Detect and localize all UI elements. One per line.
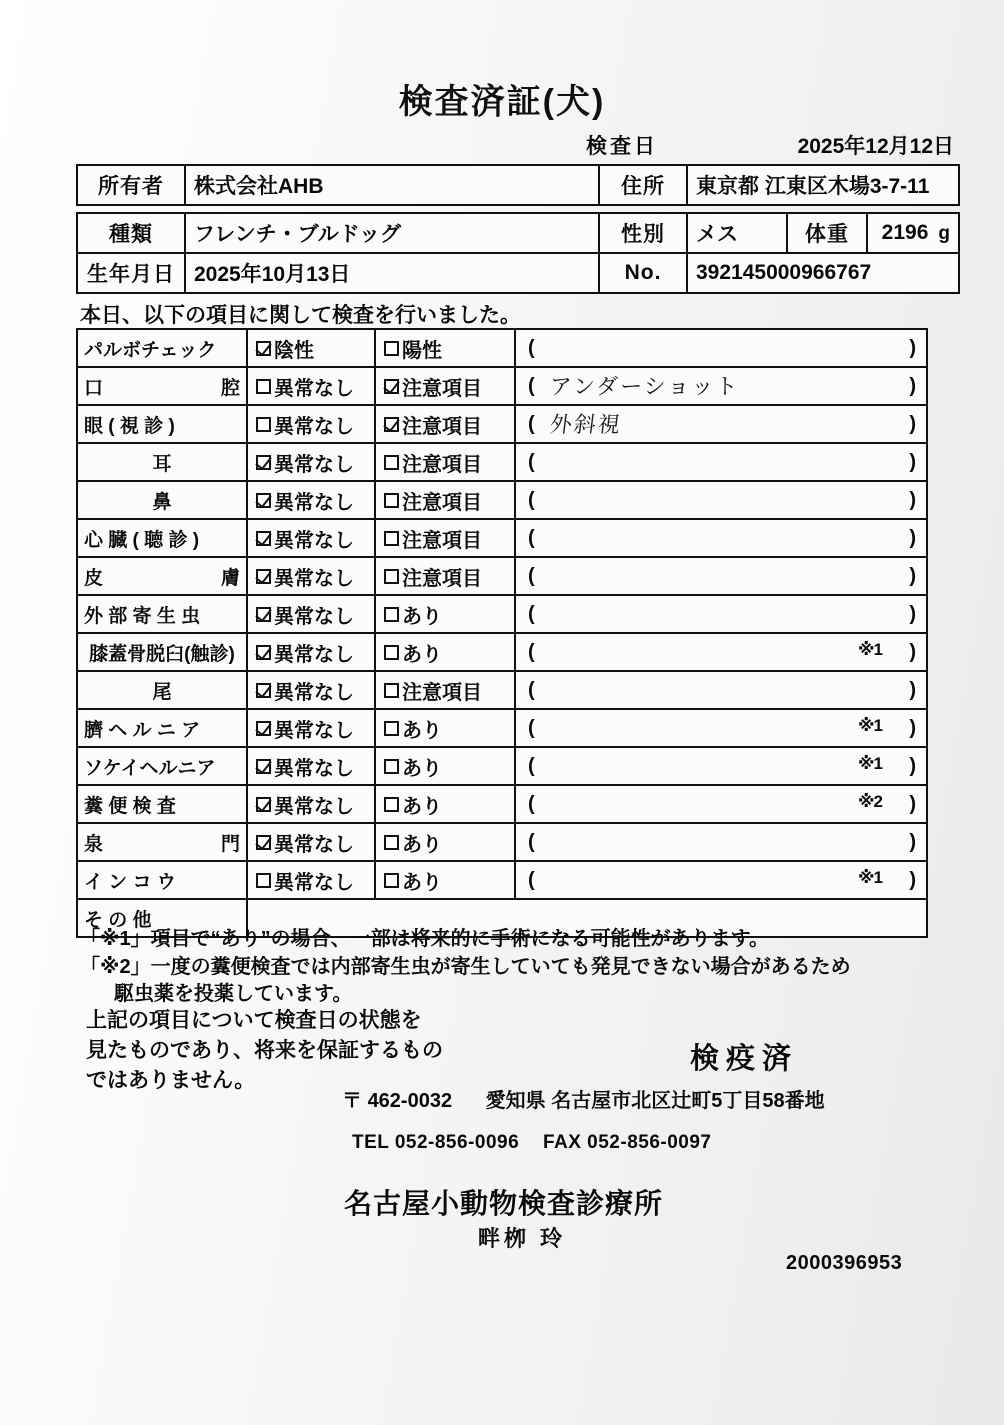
checklist-option-label: 異常なし [274, 415, 354, 438]
checklist-option-label: 注意項目 [402, 491, 482, 514]
page-title: 検査済証(犬) [398, 83, 606, 121]
checklist-option-2[interactable] [375, 671, 515, 709]
footnotes [80, 926, 851, 1009]
clinic-address-text: 愛知県 名古屋市北区辻町5丁目58番地 [485, 1090, 825, 1112]
checklist-option-1[interactable] [247, 519, 375, 557]
checkbox-checked-icon[interactable] [256, 683, 271, 698]
paren-open: ( [528, 336, 535, 359]
checklist-option-1[interactable] [247, 861, 375, 899]
checklist-note-field[interactable] [515, 481, 927, 519]
checklist-row [77, 367, 927, 405]
birthdate-value: 2025年10月13日 [185, 253, 599, 293]
checklist-row [77, 405, 927, 443]
paren-close: ) [909, 564, 916, 587]
paren-open: ( [528, 868, 535, 891]
checkbox-checked-icon[interactable] [256, 569, 271, 584]
checklist-option-label: 注意項目 [402, 453, 482, 476]
owner-table [76, 164, 960, 206]
checklist-item-label: 泉 門 [77, 823, 247, 861]
handwritten-note: 外斜視 [548, 412, 624, 438]
checklist-option-label: 注意項目 [402, 681, 482, 704]
microchip-no-value: 392145000966767 [687, 253, 959, 293]
disclaimer-line-3: ではありません。 [86, 1068, 256, 1092]
inspection-checklist [76, 328, 928, 938]
checklist-row [77, 481, 927, 519]
checkbox-icon[interactable] [256, 417, 271, 432]
checklist-row [77, 595, 927, 633]
checkbox-icon[interactable] [384, 683, 399, 698]
checklist-item-label: 膝蓋骨脱臼(触診) [77, 633, 247, 671]
checklist-option-2[interactable] [375, 785, 515, 823]
checklist-option-1[interactable] [247, 785, 375, 823]
checklist-row [77, 519, 927, 557]
checklist-option-label: 注意項目 [402, 567, 482, 590]
checklist-item-label: ソケイヘルニア [77, 747, 247, 785]
checklist-option-label: 異常なし [274, 453, 354, 476]
footnote-marker: ※1 [858, 868, 882, 887]
paren-close: ) [909, 830, 916, 853]
checklist-row [77, 329, 927, 367]
checklist-item-label: イ ン コ ウ [77, 861, 247, 899]
checklist-option-1[interactable] [247, 329, 375, 367]
checklist-option-1[interactable] [247, 481, 375, 519]
footnote-marker: ※1 [858, 754, 882, 773]
checklist-option-2[interactable] [375, 861, 515, 899]
checklist-option-1[interactable] [247, 405, 375, 443]
checklist-option-label: あり [402, 605, 442, 628]
checklist-option-label: 異常なし [274, 377, 354, 400]
table-row [77, 213, 959, 253]
checklist-option-label: あり [402, 871, 442, 894]
checklist-item-label: 口 腔 [77, 367, 247, 405]
paren-close: ) [909, 450, 916, 473]
zip-code: 462-0032 [367, 1090, 453, 1112]
checkbox-icon[interactable] [384, 835, 399, 850]
paren-open: ( [528, 792, 535, 815]
handwritten-note: アンダーショット [550, 374, 740, 400]
checklist-option-2[interactable] [375, 595, 515, 633]
checklist-row [77, 709, 927, 747]
checklist-option-label: 異常なし [274, 567, 354, 590]
owner-value: 株式会社AHB [185, 165, 599, 205]
checklist-row [77, 633, 927, 671]
checklist-note-field[interactable] [515, 671, 927, 709]
paren-open: ( [528, 564, 535, 587]
quarantine-stamp: 検疫済 [690, 1043, 799, 1075]
clinic-person-name: 畔栁 玲 [478, 1226, 567, 1251]
checkbox-icon[interactable] [384, 797, 399, 812]
checklist-item-label: 皮 膚 [77, 557, 247, 595]
paren-close: ) [909, 792, 916, 815]
birthdate-label: 生年月日 [77, 253, 185, 293]
checklist-option-1[interactable] [247, 671, 375, 709]
checklist-option-1[interactable] [247, 557, 375, 595]
paren-close: ) [909, 754, 916, 777]
checkbox-icon[interactable] [384, 721, 399, 736]
table-row [77, 165, 959, 205]
checklist-row [77, 443, 927, 481]
paren-open: ( [528, 678, 535, 701]
paren-close: ) [909, 678, 916, 701]
paren-close: ) [909, 716, 916, 739]
checklist-option-2[interactable] [375, 481, 515, 519]
table-row [77, 253, 959, 293]
checklist-item-label: 眼 ( 視 診 ) [77, 405, 247, 443]
checklist-option-2[interactable] [375, 519, 515, 557]
breed-label: 種類 [77, 213, 185, 253]
checklist-option-label: あり [402, 833, 442, 856]
checklist-note-field[interactable] [515, 557, 927, 595]
checklist-option-1[interactable] [247, 633, 375, 671]
checklist-option-2[interactable] [375, 329, 515, 367]
checklist-option-label: 異常なし [274, 871, 354, 894]
paren-close: ) [909, 602, 916, 625]
paren-open: ( [528, 488, 535, 511]
checklist-note-field[interactable] [515, 823, 927, 861]
paren-close: ) [909, 374, 916, 397]
checkbox-icon[interactable] [384, 607, 399, 622]
footnote-2-line1: 「※2」一度の糞便検査では内部寄生虫が寄生していても発見できない場合があるため [80, 955, 851, 978]
checkbox-checked-icon[interactable] [256, 721, 271, 736]
disclaimer [86, 1006, 443, 1095]
checkbox-icon[interactable] [384, 759, 399, 774]
checklist-option-label: 異常なし [274, 757, 354, 780]
checkbox-icon[interactable] [384, 493, 399, 508]
checklist-note-field[interactable] [515, 519, 927, 557]
checklist-option-1[interactable] [247, 823, 375, 861]
checklist-row [77, 823, 927, 861]
checkbox-checked-icon[interactable] [256, 455, 271, 470]
checkbox-checked-icon[interactable] [256, 607, 271, 622]
checklist-option-2[interactable] [375, 709, 515, 747]
footnote-2-line2: 駆虫薬を投薬しています。 [114, 983, 353, 1006]
paren-close: ) [909, 412, 916, 435]
paren-open: ( [528, 602, 535, 625]
zip-symbol: 〒 [342, 1090, 362, 1112]
footnote-marker: ※1 [858, 640, 882, 659]
checklist-option-2[interactable] [375, 633, 515, 671]
checklist-row [77, 671, 927, 709]
weight-value: 2196 [881, 221, 929, 244]
checkbox-icon[interactable] [256, 873, 271, 888]
paren-close: ) [909, 868, 916, 891]
weight-cell [867, 213, 959, 253]
checkbox-icon[interactable] [256, 379, 271, 394]
paren-open: ( [528, 830, 535, 853]
exam-date-label: 検査日 [586, 135, 658, 158]
checkbox-checked-icon[interactable] [256, 531, 271, 546]
checkbox-icon[interactable] [384, 531, 399, 546]
clinic-address [342, 1084, 825, 1113]
checklist-option-label: 異常なし [274, 795, 354, 818]
checklist-option-2[interactable] [375, 557, 515, 595]
paren-close: ) [909, 640, 916, 663]
footnote-marker: ※1 [858, 716, 882, 735]
address-value: 東京都 江東区木場3-7-11 [687, 165, 959, 205]
paren-open: ( [528, 754, 535, 777]
footnote-marker: ※2 [858, 792, 882, 811]
intro-text: 本日、以下の項目に関して検査を行いました。 [80, 304, 521, 327]
checklist-option-label: あり [402, 757, 442, 780]
checklist-option-2[interactable] [375, 747, 515, 785]
weight-unit: g [938, 223, 950, 244]
clinic-tel: TEL 052-856-0096 [352, 1132, 520, 1153]
checklist-option-2[interactable] [375, 405, 515, 443]
checklist-option-label: あり [402, 795, 442, 818]
checkbox-checked-icon[interactable] [384, 417, 399, 432]
checkbox-checked-icon[interactable] [256, 759, 271, 774]
checklist-option-2[interactable] [375, 823, 515, 861]
disclaimer-line-1: 上記の項目について検査日の状態を [86, 1009, 422, 1032]
paren-open: ( [528, 640, 535, 663]
checklist-item-label: 耳 [77, 443, 247, 481]
checklist-note-field[interactable] [515, 367, 927, 405]
checklist-option-label: 異常なし [274, 719, 354, 742]
checklist-note-field[interactable] [515, 405, 927, 443]
checkbox-icon[interactable] [384, 341, 399, 356]
weight-label: 体重 [787, 213, 867, 253]
paren-open: ( [528, 526, 535, 549]
checklist-option-label: 異常なし [274, 833, 354, 856]
checklist-option-1[interactable] [247, 709, 375, 747]
checklist-option-2[interactable] [375, 443, 515, 481]
checklist-row [77, 861, 927, 899]
checklist-option-label: 異常なし [274, 605, 354, 628]
checklist-option-1[interactable] [247, 443, 375, 481]
disclaimer-line-2: 見たものであり、将来を保証するもの [86, 1038, 443, 1062]
checklist-item-label: 外 部 寄 生 虫 [77, 595, 247, 633]
sex-label: 性別 [599, 213, 687, 253]
checklist-item-label: 心 臓 ( 聴 診 ) [77, 519, 247, 557]
footnote-1: 「※1」項目で“あり”の場合、一部は将来的に手術になる可能性があります。 [80, 928, 769, 950]
checkbox-checked-icon[interactable] [256, 493, 271, 508]
checkbox-checked-icon[interactable] [256, 835, 271, 850]
checklist-item-label: 臍 ヘ ル ニ ア [77, 709, 247, 747]
checklist-option-label: 陰性 [274, 339, 314, 362]
paren-open: ( [528, 374, 535, 397]
checklist-option-2[interactable] [375, 367, 515, 405]
clinic-fax: FAX 052-856-0097 [542, 1132, 712, 1153]
checklist-option-label: 異常なし [274, 529, 354, 552]
checklist-row [77, 747, 927, 785]
checkbox-checked-icon[interactable] [256, 645, 271, 660]
address-label: 住所 [599, 165, 687, 205]
checkbox-icon[interactable] [384, 569, 399, 584]
paren-open: ( [528, 412, 535, 435]
checklist-row [77, 557, 927, 595]
checklist-option-label: 注意項目 [402, 377, 482, 400]
checklist-note-field[interactable] [515, 595, 927, 633]
owner-label: 所有者 [77, 165, 185, 205]
checklist-option-label: 注意項目 [402, 529, 482, 552]
checklist-option-1[interactable] [247, 595, 375, 633]
checkbox-checked-icon[interactable] [384, 379, 399, 394]
paren-open: ( [528, 450, 535, 473]
animal-table [76, 212, 960, 294]
checkbox-icon[interactable] [384, 645, 399, 660]
paren-close: ) [909, 488, 916, 511]
breed-value: フレンチ・ブルドッグ [185, 213, 599, 253]
checklist-option-label: 陽性 [402, 339, 442, 362]
checklist-option-label: 異常なし [274, 643, 354, 666]
checklist-option-1[interactable] [247, 747, 375, 785]
checkbox-icon[interactable] [384, 873, 399, 888]
checklist-item-label: そ の 他 [77, 899, 247, 937]
checklist-option-label: 異常なし [274, 681, 354, 704]
exam-date-value: 2025年12月12日 [797, 135, 954, 158]
paren-close: ) [909, 526, 916, 549]
checkbox-checked-icon[interactable] [256, 341, 271, 356]
sex-value: メス [687, 213, 787, 253]
checklist-note-field[interactable] [515, 329, 927, 367]
checklist-row [77, 785, 927, 823]
checklist-note-field[interactable] [515, 443, 927, 481]
checklist-option-label: あり [402, 643, 442, 666]
checklist-option-label: 異常なし [274, 491, 354, 514]
checklist-item-label: 糞 便 検 査 [77, 785, 247, 823]
checklist-option-1[interactable] [247, 367, 375, 405]
document-serial: 2000396953 [786, 1252, 903, 1274]
checklist-item-label: 鼻 [77, 481, 247, 519]
exam-date-row [76, 130, 958, 160]
microchip-no-label: No. [599, 253, 687, 293]
checkbox-icon[interactable] [384, 455, 399, 470]
clinic-name: 名古屋小動物検査診療所 [344, 1188, 664, 1219]
checklist-item-label: パルボチェック [77, 329, 247, 367]
clinic-contact [352, 1132, 712, 1154]
checklist-option-label: あり [402, 719, 442, 742]
paren-open: ( [528, 716, 535, 739]
checkbox-checked-icon[interactable] [256, 797, 271, 812]
paren-close: ) [909, 336, 916, 359]
checklist-option-label: 注意項目 [402, 415, 482, 438]
checklist-item-label: 尾 [77, 671, 247, 709]
